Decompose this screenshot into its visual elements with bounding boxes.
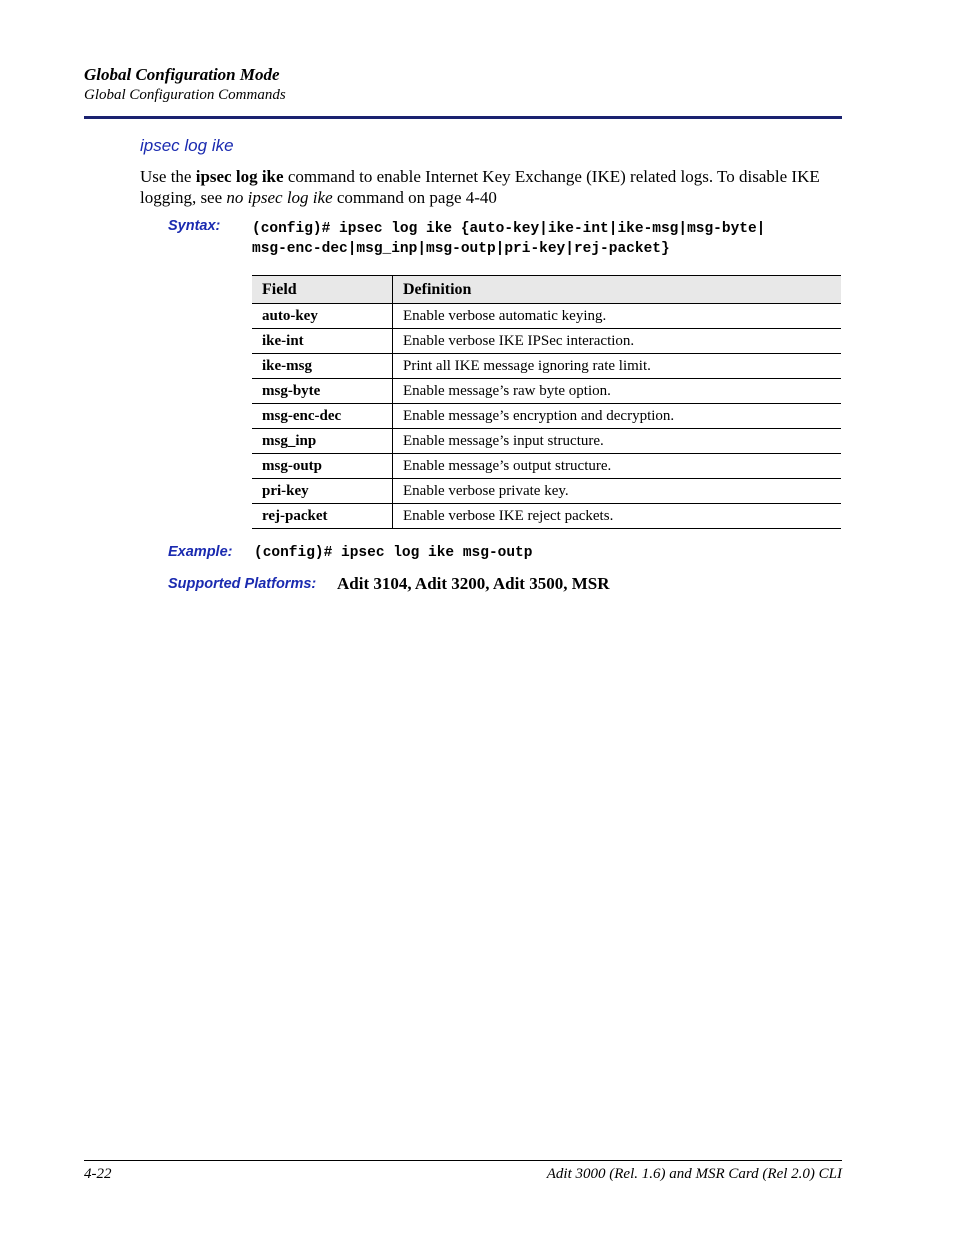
table-row xyxy=(252,429,841,454)
description-paragraph xyxy=(140,166,840,208)
header-divider xyxy=(84,116,842,119)
field-cell: ike-msg xyxy=(252,354,393,379)
field-cell: rej-packet xyxy=(252,504,393,529)
syntax-code xyxy=(252,219,765,259)
field-cell: msg-byte xyxy=(252,379,393,404)
definition-cell: Enable message’s raw byte option. xyxy=(393,379,842,404)
para-post: command on page 4-40 xyxy=(332,188,497,207)
table-row xyxy=(252,404,841,429)
para-command: ipsec log ike xyxy=(195,167,284,186)
para-mid: command to enable Internet Key Exchange (IKE) related logs. To disable IKE logging, see xyxy=(140,167,820,207)
table-row xyxy=(252,354,841,379)
table-row xyxy=(252,454,841,479)
table-header-row xyxy=(252,276,841,304)
definition-cell: Enable verbose private key. xyxy=(393,479,842,504)
table-row xyxy=(252,479,841,504)
field-cell: auto-key xyxy=(252,304,393,329)
syntax-line-2: msg-enc-dec|msg_inp|msg-outp|pri-key|rej-packet} xyxy=(252,241,670,257)
syntax-label: Syntax: xyxy=(168,218,221,234)
definition-cell: Enable verbose IKE reject packets. xyxy=(393,504,842,529)
para-pre: Use the xyxy=(140,167,196,186)
table-row xyxy=(252,504,841,529)
column-header-field: Field xyxy=(252,276,393,304)
header-subtitle: Global Configuration Commands xyxy=(84,87,286,103)
table-row xyxy=(252,329,841,354)
table-row xyxy=(252,379,841,404)
definition-cell: Enable verbose automatic keying. xyxy=(393,304,842,329)
column-header-definition: Definition xyxy=(393,276,842,304)
definition-cell: Enable message’s output structure. xyxy=(393,454,842,479)
table-row xyxy=(252,304,841,329)
definition-cell: Enable verbose IKE IPSec interaction. xyxy=(393,329,842,354)
para-reference: no ipsec log ike xyxy=(226,188,333,207)
definition-cell: Enable message’s input structure. xyxy=(393,429,842,454)
field-cell: msg_inp xyxy=(252,429,393,454)
example-label: Example: xyxy=(168,544,233,560)
header-title: Global Configuration Mode xyxy=(84,65,280,84)
document-title: Adit 3000 (Rel. 1.6) and MSR Card (Rel 2.0) CLI xyxy=(546,1166,842,1182)
syntax-line-1: (config)# ipsec log ike {auto-key|ike-int|ike-msg|msg-byte| xyxy=(252,221,766,237)
page-number: 4-22 xyxy=(84,1166,112,1182)
definition-cell: Enable message’s encryption and decryption. xyxy=(393,404,842,429)
field-definition-table xyxy=(252,275,841,529)
platforms-label: Supported Platforms: xyxy=(168,576,317,592)
field-cell: msg-enc-dec xyxy=(252,404,393,429)
section-title: ipsec log ike xyxy=(140,136,234,155)
platforms-value: Adit 3104, Adit 3200, Adit 3500, MSR xyxy=(337,574,610,593)
example-code: (config)# ipsec log ike msg-outp xyxy=(254,545,533,561)
field-cell: msg-outp xyxy=(252,454,393,479)
field-cell: ike-int xyxy=(252,329,393,354)
footer-divider xyxy=(84,1160,842,1161)
definition-cell: Print all IKE message ignoring rate limit. xyxy=(393,354,842,379)
field-cell: pri-key xyxy=(252,479,393,504)
